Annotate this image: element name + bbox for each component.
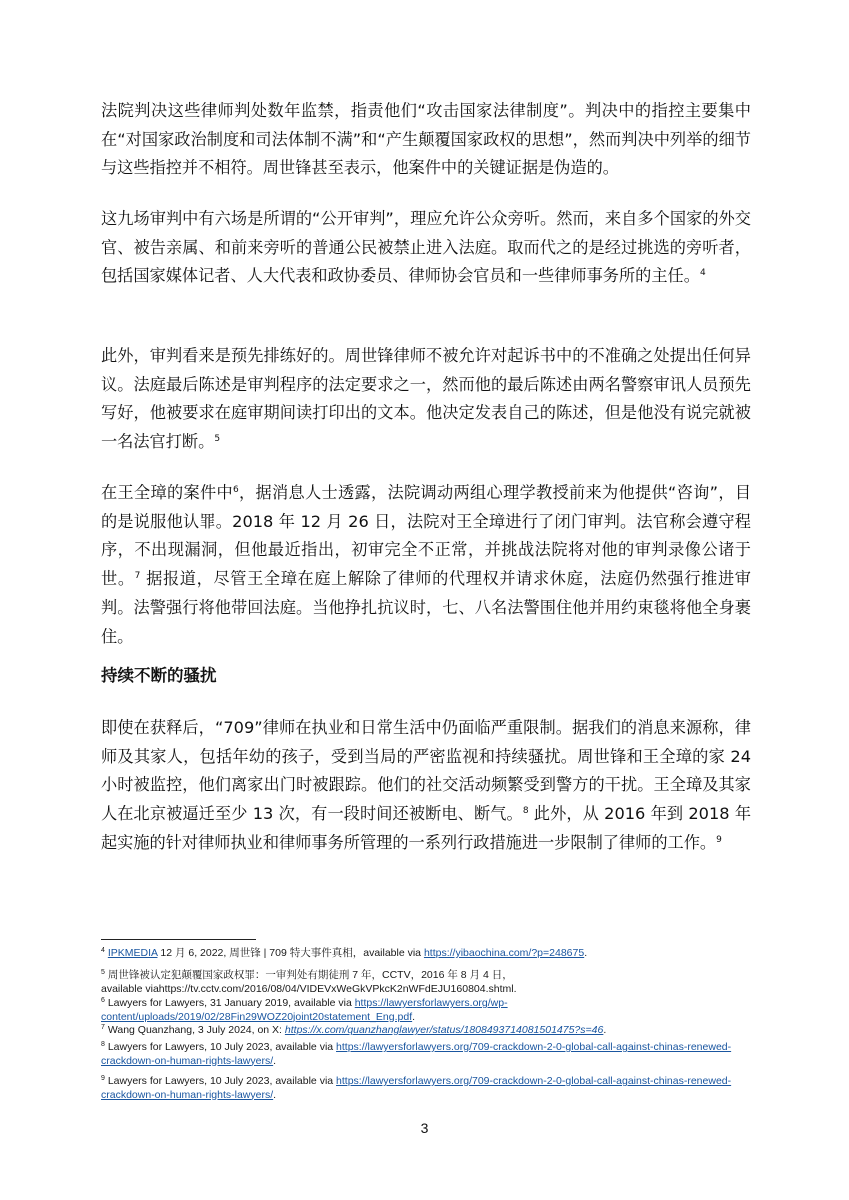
footnote-number: 7 [101, 1024, 105, 1031]
paragraph-text: 在王全璋的案件中 [101, 483, 233, 502]
footnote-ref-5[interactable]: 5 [214, 434, 221, 445]
footnote-end: . [603, 1024, 607, 1036]
footnote-end: . [273, 1054, 277, 1067]
footnote-text: Lawyers for Lawyers, 31 January 2019, available via [107, 997, 355, 1009]
paragraph-text: 据报道，尽管王全璋在庭上解除了律师的代理权并请求休庭，法庭仍然强行推进审判。法警强行将他带回法庭。当他挣扎抗议时，七、八名法警围住他并用约束毯将他全身裹住。 [101, 569, 751, 646]
footnote-6 [101, 997, 751, 1024]
paragraph-public-trials [101, 205, 751, 291]
footnote-url[interactable]: https://lawyersforlawyers.org/wp-content/uploads/2019/02/28Fin29WOZ20joint20statement_Eng.pdf [101, 997, 508, 1023]
footnote-ref-9[interactable]: 9 [716, 834, 722, 845]
footnote-ref-4[interactable]: 4 [699, 268, 706, 279]
paragraph-text: 此外，从 2016 年到 2018 年起实施的针对律师执业和律师事务所管理的一系列行政措施进一步限制了律师的工作。 [101, 804, 752, 852]
page-number: 3 [420, 1120, 429, 1136]
footnote-number: 8 [101, 1041, 105, 1048]
footnote-9 [101, 1075, 751, 1102]
section-heading: 持续不断的骚扰 [101, 666, 217, 685]
footnote-url[interactable]: https://lawyersforlawyers.org/709-crackdown-2-0-global-call-against-chinas-renewed-crackdown-on-human-rights-lawyers/ [101, 1075, 732, 1101]
paragraph-text: 即使在获释后，“709”律师在执业和日常生活中仍面临严重限制。据我们的消息来源称，律师及其家人，包括年幼的孩子，受到当局的严密监视和持续骚扰。周世锋和王全璋的家 24 小时被监控，他们离家出门时被跟踪。他们的社交活动频繁受到警方的干扰。王全璋及其家人在北京被逼迁至少 13 次，有一段时间还被断电、断气。 [101, 718, 751, 824]
footnote-number: 9 [101, 1075, 105, 1082]
footnote-url[interactable]: https://yibaochina.com/?p=248675 [423, 947, 585, 959]
footnote-7 [101, 1024, 751, 1038]
footnote-ref-7[interactable]: 7 [134, 571, 141, 582]
footnote-text: Lawyers for Lawyers, 10 July 2023, available via [107, 1041, 337, 1053]
footnote-url[interactable]: https://lawyersforlawyers.org/709-crackdown-2-0-global-call-against-chinas-renewed-crackdown-on-human-rights-lawyers/ [101, 1041, 732, 1067]
footnote-8 [101, 1041, 751, 1068]
footnote-number: 4 [101, 947, 105, 954]
footnote-5 [101, 969, 751, 996]
footnote-number: 6 [101, 997, 105, 1004]
footnote-text: Wang Quanzhang, 3 July 2024, on X: [107, 1024, 285, 1036]
paragraph-text: 此外，审判看来是预先排练好的。周世锋律师不被允许对起诉书中的不准确之处提出任何异议。法庭最后陈述是审判程序的法定要求之一，然而他的最后陈述由两名警察审讯人员预先写好，他被要求在庭审期间读打印出的文本。他决定发表自己的陈述，但是他没有说完就被一名法官打断。 [101, 346, 751, 452]
footnote-url[interactable]: https://x.com/quanzhanglawyer/status/1808493714081501475?s=46 [284, 1024, 604, 1036]
footnote-end: . [584, 947, 588, 959]
footnote-separator [101, 939, 256, 940]
footnote-end: . [412, 1010, 416, 1023]
footnote-number: 5 [101, 969, 105, 976]
footnote-text: 周世锋被认定犯颠覆国家政权罪：一审判处有期徒刑 7 年，CCTV，2016 年 8 月 4 日， [107, 969, 513, 981]
footnote-ref-8[interactable]: 8 [522, 806, 529, 817]
footnote-4 [101, 947, 751, 961]
footnote-link[interactable]: IPKMEDIA [107, 947, 158, 959]
paragraph-verdict: 法院判决这些律师判处数年监禁，指责他们“攻击国家法律制度”。判决中的指控主要集中在“对国家政治制度和司法体制不满”和“产生颠覆国家政权的思想”，然而判决中列举的细节与这些指控并不相符。周世锋甚至表示，他案件中的关键证据是伪造的。 [101, 101, 751, 178]
footnote-text: 12 月 6, 2022, 周世锋 | 709 特大事件真相，available via [157, 947, 424, 959]
paragraph-rehearsed-trial [101, 342, 751, 457]
paragraph-harassment [101, 714, 751, 858]
footnote-text-line2: available viahttps://tv.cctv.com/2016/08/04/VIDEVxWeGkVPkcK2nWFdEJU160804.shtml. [101, 982, 517, 995]
paragraph-wang-quanzhang-case [101, 479, 751, 651]
paragraph-text: 这九场审判中有六场是所谓的“公开审判”，理应允许公众旁听。然而，来自多个国家的外交官、被告亲属、和前来旁听的普通公民被禁止进入法庭。取而代之的是经过挑选的旁听者，包括国家媒体记者、人大代表和政协委员、律师协会官员和一些律师事务所的主任。 [101, 209, 751, 286]
footnote-end: . [273, 1088, 277, 1101]
footnote-text: Lawyers for Lawyers, 10 July 2023, available via [107, 1075, 337, 1087]
paragraph-text: ，据消息人士透露，法院调动两组心理学教授前来为他提供“咨询”，目的是说服他认罪。2018 年 12 月 26 日，法院对王全璋进行了闭门审判。法官称会遵守程序，不出现漏洞，但他最近指出，初审完全不正常，并挑战法院将对他的审判录像公诸于世。 [101, 483, 752, 589]
footnote-ref-6[interactable]: 6 [232, 485, 239, 495]
